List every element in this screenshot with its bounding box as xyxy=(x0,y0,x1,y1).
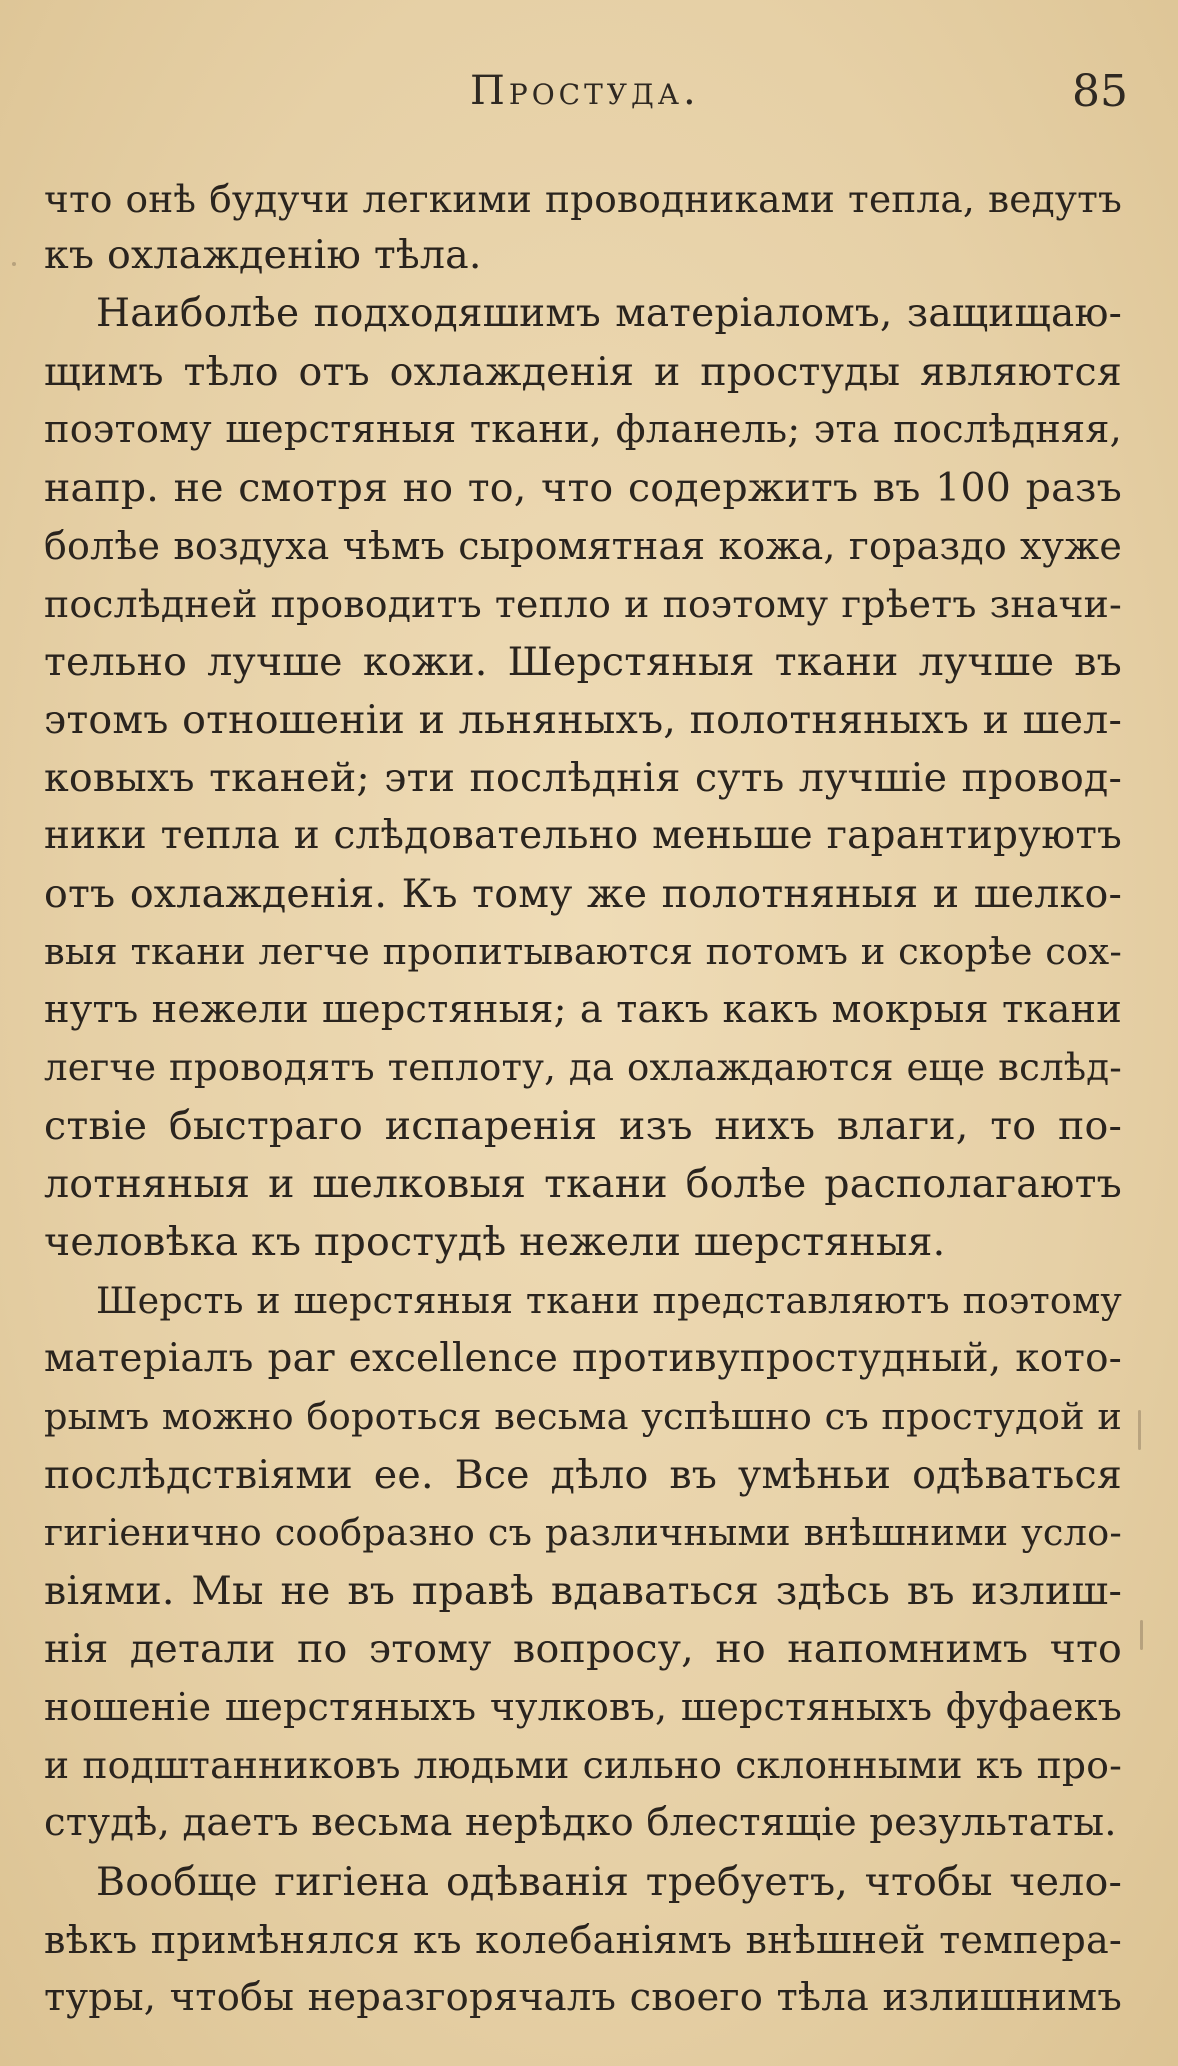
text-line: ковыхъ тканей; эти послѣднія суть лучшіе провод- xyxy=(44,755,1122,801)
text-line: нутъ нежели шерстяныя; а такъ какъ мокрыя ткани xyxy=(44,987,1122,1032)
paper-speck xyxy=(1138,1410,1141,1450)
text-line: человѣка къ простудѣ нежели шерстяныя. xyxy=(44,1219,946,1265)
text-line: послѣдствіями ее. Все дѣло въ умѣньи одѣваться xyxy=(44,1452,1122,1498)
text-line: тельно лучше кожи. Шерстяныя ткани лучше въ xyxy=(44,639,1122,685)
text-line: гигіенично сообразно съ различными внѣшними усло- xyxy=(44,1511,1122,1554)
paper-speck xyxy=(12,262,16,266)
paragraph-first-line: Наиболѣе подходяшимъ матеріаломъ, защищаю- xyxy=(96,291,1122,336)
page-number: 85 xyxy=(1072,66,1128,117)
running-title: Простуда. xyxy=(470,68,700,114)
text-line: нія детали по этому вопросу, но напомнимъ что xyxy=(44,1626,1122,1672)
text-line: къ охлажденію тѣла. xyxy=(44,232,482,278)
text-line: и подштанниковъ людьми сильно склонными къ про- xyxy=(44,1743,1122,1787)
text-line: отъ охлажденія. Къ тому же полотняныя и шелко- xyxy=(44,871,1122,917)
paper-speck xyxy=(1140,1620,1143,1650)
text-line: выя ткани легче пропитываются потомъ и скорѣе сох- xyxy=(44,930,1122,973)
paragraph-first-line: Шерсть и шерстяныя ткани представляютъ поэтому xyxy=(96,1279,1122,1322)
text-line: ношеніе шерстяныхъ чулковъ, шерстяныхъ фуфаекъ xyxy=(44,1685,1122,1729)
text-line: рымъ можно бороться весьма успѣшно съ простудой и xyxy=(44,1395,1122,1438)
text-line: поэтому шерстяныя ткани, фланель; эта послѣдняя, xyxy=(44,407,1122,452)
text-line: студѣ, даетъ весьма нерѣдко блестящіе результаты. xyxy=(44,1800,1117,1845)
text-line: послѣдней проводитъ тепло и поэтому грѣетъ значи- xyxy=(44,582,1122,626)
text-line: віями. Мы не въ правѣ вдаваться здѣсь въ излиш- xyxy=(44,1568,1122,1614)
text-line: легче проводятъ теплоту, да охлаждаются еще вслѣд- xyxy=(44,1046,1122,1089)
text-line: вѣкъ примѣнялся къ колебаніямъ внѣшней темпера- xyxy=(44,1918,1122,1962)
text-line: этомъ отношеніи и льняныхъ, полотняныхъ и шел- xyxy=(44,697,1122,743)
text-line: ствіе быстраго испаренія изъ нихъ влаги, то по- xyxy=(44,1103,1122,1149)
text-line: матеріалъ par excellence противупростудный, кото- xyxy=(44,1336,1122,1381)
paragraph-first-line: Вообще гигіена одѣванія требуетъ, чтобы чело- xyxy=(96,1859,1122,1905)
text-line: щимъ тѣло отъ охлажденія и простуды являются xyxy=(44,349,1122,395)
text-line: ники тепла и слѣдовательно меньше гарантируютъ xyxy=(44,813,1122,858)
text-line: что онѣ будучи легкими проводниками тепла, ведутъ xyxy=(44,177,1122,221)
text-line: туры, чтобы неразгорячалъ своего тѣла излишнимъ xyxy=(44,1975,1122,2020)
text-line: болѣе воздуха чѣмъ сыромятная кожа, гораздо хуже xyxy=(44,524,1122,568)
text-line: напр. не смотря но то, что содержитъ въ 100 разъ xyxy=(44,465,1122,511)
text-line: лотняныя и шелковыя ткани болѣе располагаютъ xyxy=(44,1161,1122,1207)
